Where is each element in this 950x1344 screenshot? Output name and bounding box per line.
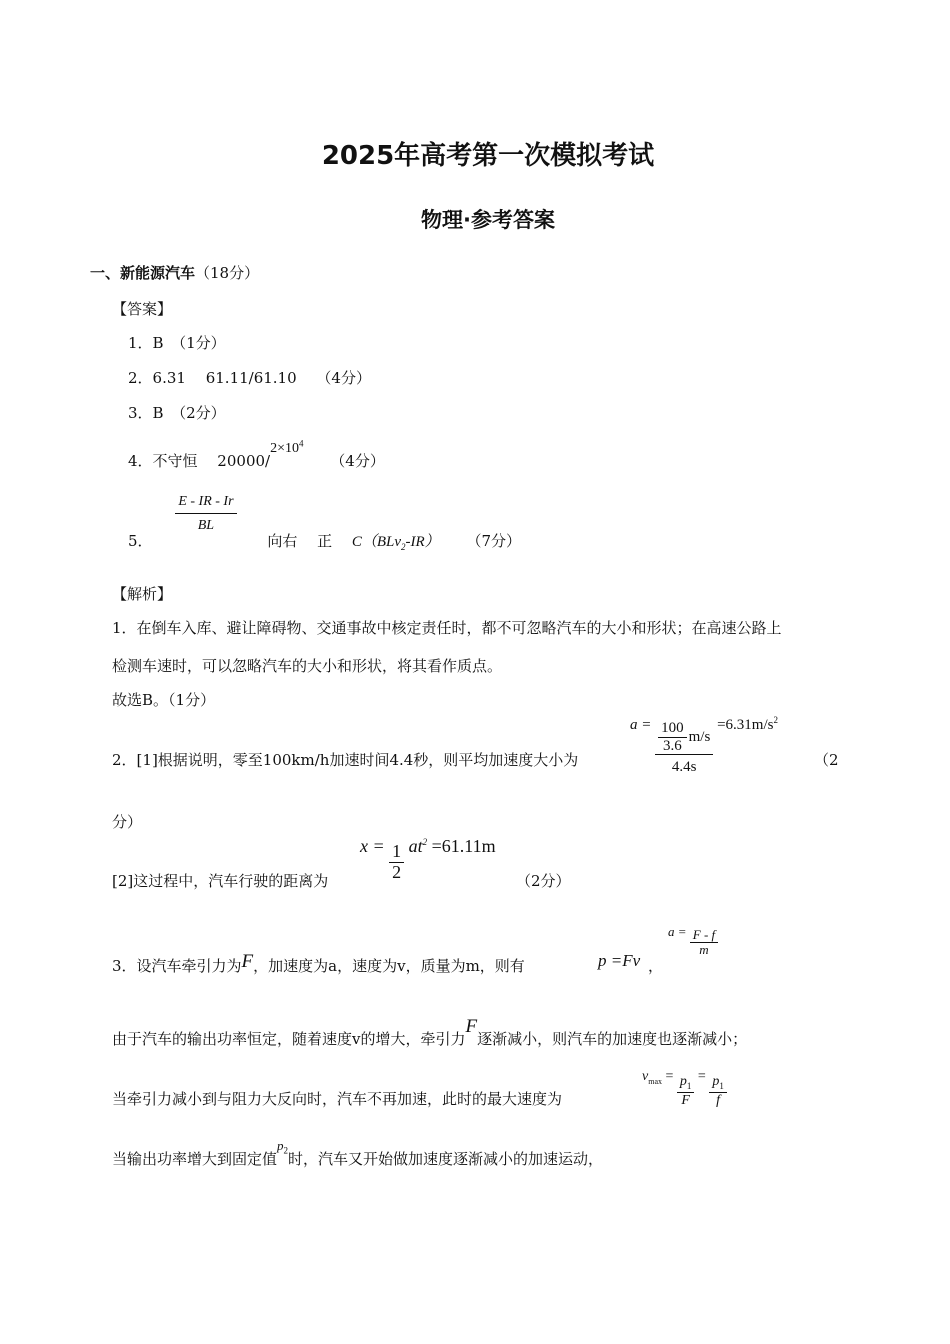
q2-formula: a = $\frac{100}{3.6}$ m/s 4.4s $=6.31m/s^2$ bbox=[630, 715, 778, 775]
q2-text: 2．[1]根据说明，零至100km/h加速时间4.4秒，则平均加速度大小为 bbox=[112, 751, 579, 769]
answer-3: 3．B （2分） bbox=[128, 404, 226, 422]
answer-label: 【答案】 bbox=[112, 300, 173, 318]
q3-line-4: 当输出功率增大到固定值$p_2$时，汽车又开始做加速度逐渐减小的加速运动， bbox=[112, 1138, 604, 1168]
q2-score-b: 分） bbox=[112, 813, 143, 831]
answer-4-sci: $2\times 10^4$ bbox=[270, 438, 304, 456]
section-score: （18分） bbox=[195, 264, 260, 282]
page-subtitle: 物理·参考答案 bbox=[421, 208, 555, 232]
analysis-label: 【解析】 bbox=[112, 585, 173, 603]
section-heading bbox=[90, 262, 259, 283]
answer-5-fraction bbox=[175, 494, 236, 534]
q3-comma: ， bbox=[648, 957, 664, 975]
section-title: 一、新能源汽车 bbox=[90, 264, 196, 282]
q2-score-a: （2 bbox=[814, 751, 839, 769]
answer-4 bbox=[128, 436, 385, 470]
q2b-formula: x = $\frac{1}{2}$ $at^2 =61.11m$ bbox=[360, 836, 496, 882]
q2-inner-fraction: $\frac{100}{3.6}$ bbox=[658, 720, 687, 754]
q3-vmax-formula: $v_{max}$ = $\frac{p_1}{F}$ = $\frac{p_1}{f}$ bbox=[642, 1074, 727, 1108]
q1-line-3: 故选B。（1分） bbox=[112, 691, 216, 709]
q3-eq-accel: a = $\frac{F - f}{m}$ bbox=[668, 928, 718, 958]
answer-5-num: 5． bbox=[128, 531, 153, 550]
answer-2: 2．6.31 61.11/61.10 （4分） bbox=[128, 369, 371, 387]
q1-line-2: 检测车速时，可以忽略汽车的大小和形状，将其看作质点。 bbox=[112, 657, 503, 675]
q3-line-1: 3．设汽车牵引力为F，加速度为a，速度为v，质量为m，则有 bbox=[112, 951, 525, 975]
q3-line-2: 由于汽车的输出功率恒定，随着速度v的增大，牵引力F逐渐减小，则汽车的加速度也逐渐减小； bbox=[112, 1016, 748, 1048]
power-symbol: $p_2$ bbox=[277, 1138, 289, 1156]
answer-5-score: （7分） bbox=[466, 531, 522, 550]
page-title: 2025年高考第一次模拟考试 bbox=[321, 141, 655, 171]
answer-4-score: （4分） bbox=[330, 452, 385, 470]
fraction-denominator: BL bbox=[197, 518, 215, 534]
answer-5 bbox=[128, 494, 522, 552]
answer-5-expr: C（BLv$_2$-IR） bbox=[351, 533, 440, 552]
half-fraction: $\frac{1}{2}$ bbox=[389, 842, 404, 883]
q1-line-1: 1．在倒车入库、避让障碍物、交通事故中核定责任时，都不可忽略汽车的大小和形状；在高速公路上 bbox=[112, 619, 782, 637]
answer-1: 1．B （1分） bbox=[128, 334, 226, 352]
fraction-numerator: E - IR - Ir bbox=[175, 494, 236, 514]
answer-4-text: 4．不守恒 20000/ bbox=[128, 452, 271, 470]
q2-outer-fraction: $\frac{100}{3.6}$ m/s 4.4s bbox=[655, 720, 713, 776]
q2b-score: （2分） bbox=[516, 872, 571, 890]
q3-line-3: 当牵引力减小到与阻力大反向时，汽车不再加速，此时的最大速度为 bbox=[112, 1090, 563, 1108]
q3-eq-power: p =Fv bbox=[598, 951, 641, 970]
q2b-text: [2]这过程中，汽车行驶的距离为 bbox=[112, 872, 329, 890]
force-symbol-2: F bbox=[465, 1016, 478, 1037]
answer-5-rest: 向右 正 bbox=[267, 531, 352, 550]
force-symbol: F bbox=[241, 951, 254, 972]
